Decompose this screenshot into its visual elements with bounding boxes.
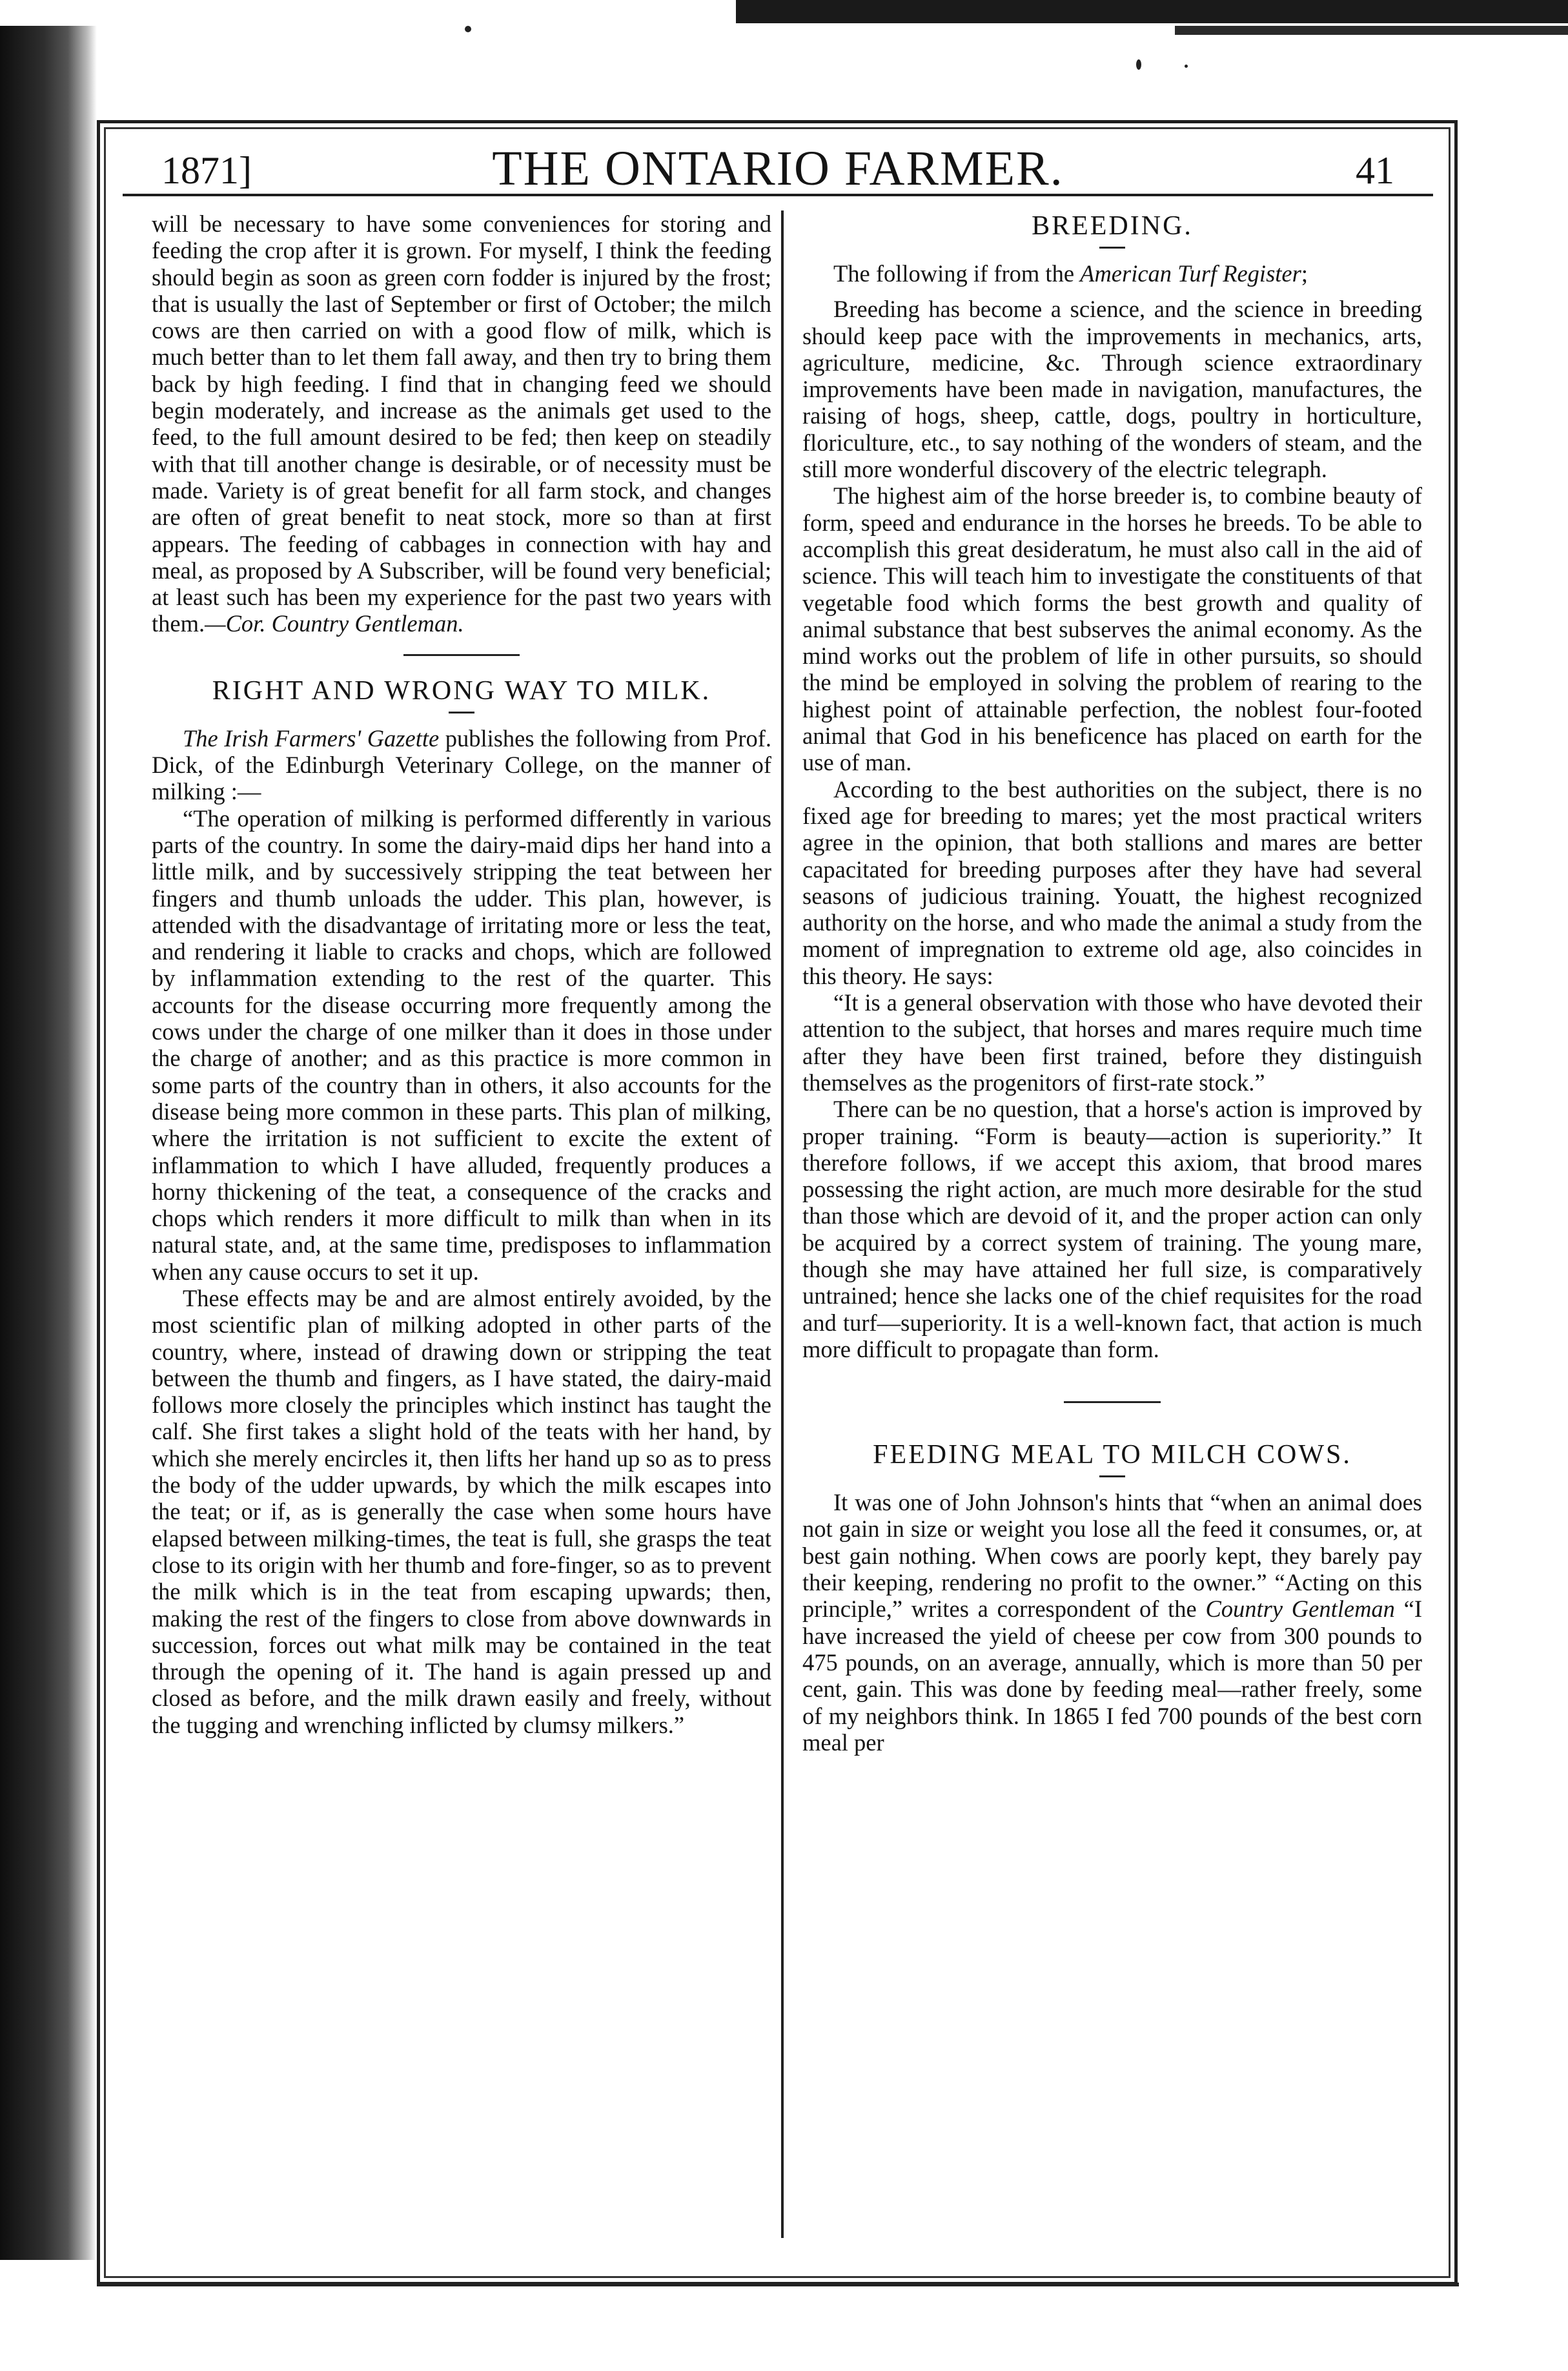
scan-edge-top-secondary [1175,26,1568,35]
breeding-intro-text: The following if from the [833,260,1081,287]
scan-speck [1185,65,1188,68]
breeding-paragraph-2: The highest aim of the horse breeder is, to combine beauty of form, speed and endurance in the horses he breeds. To be able to accomplish this great desideratum, he must also call in the aid of science. This will teach him to investigate the constituents of that vegetable food which forms the best growth and quality of animal substance that best subserves the animal economy. As the mind works out the problem of life in other pursuits, so should the mind be employed in solving the problem of rearing to the highest point of attainable perfection, the noblest four-footed animal that God in his beneficence has placed on earth for the use of man. [802,482,1422,776]
publication-title: THE ONTARIO FARMER. [492,141,1064,196]
milking-intro-source: The Irish Farmers' Gazette [183,724,440,752]
milking-intro [152,725,771,805]
breeding-intro [802,260,1422,287]
column-divider [781,210,784,2238]
heading-dash [1099,247,1125,249]
right-column [802,210,1422,2238]
article-continuation [152,210,771,637]
paragraph-spacer [802,287,1422,296]
milking-paragraph-1: “The operation of milking is performed differently in various parts of the country. In some the dairy-maid dips her hand into a little milk, and by successively stripping the teat between her fingers and thumb unloads the udder. This plan, however, is attended with the disadvantage of irritating more or less the teat, and rendering it liable to cracks and chops, which are followed by inflammation extending to the rest of the quarter. This accounts for the disease occurring more frequently among the cows under the charge of one milker than it does in those under the charge of another; and as this practice is more common in some parts of the country than in others, it also accounts for the disease being more common in these parts. This plan of milking, where the irritation is not sufficient to excite the extent of inflammation to which I have alluded, frequently produces a horny thickening of the teat, a consequence of the cracks and chops which renders it more difficult to milk than when in its natural state, and, at the same time, predisposes to inflammation when any cause occurs to set it up. [152,805,771,1285]
feeding-meal-paragraph [802,1489,1422,1756]
page-header [123,129,1433,196]
feeding-meal-text-b: “I have increased the yield of cheese per cow from 300 pounds to 475 pounds, on an average, annually, which is more than 50 per cent, gain. This was done by feeding meal—rather freely, some of my neighbors think. In 1865 I fed 700 pounds of the best corn meal per [802,1596,1422,1756]
feeding-meal-source: Country Gentleman [1205,1596,1395,1623]
breeding-intro-source: American Turf Register [1080,260,1301,287]
milking-paragraph-2: These effects may be and are almost entirely avoided, by the most scientific plan of milking adopted in other parts of the country, where, instead of drawing down or stripping the teat between the thumb and fingers, as I have stated, the dairy-maid follows more closely the principles which instinct has taught the calf. She first takes a slight hold of the teats with her hand, by which she merely encircles it, then lifts her hand up so as to press the body of the udder upwards, by which the milk escapes into the teat; or if, as is generally the case when some hours have elapsed between milking-times, the teat is full, she grasps the teat close to its origin with her thumb and fore-finger, so as to prevent the milk which is in the teat from escaping upwards; then, making the rest of the fingers to close from above downwards in succession, forces out what milk may be contained in the teat through the opening of it. The hand is again pressed up and closed as before, and the milk drawn easily and freely, without the tugging and wrenching inflicted by clumsy milkers.” [152,1284,771,1738]
section-rule [403,654,520,656]
page-bottom-rule [97,2283,1459,2286]
left-column [152,210,771,2238]
continuation-source: —Cor. Country Gentleman. [205,610,464,637]
milking-intro-text: publishes the following from Prof. Dick, of the Edinburgh Veterinary College, on the manner of milking :— [152,724,771,805]
scan-speck [465,26,471,32]
article-heading-milking: RIGHT AND WRONG WAY TO MILK. [212,675,711,706]
article-heading-feeding-meal: FEEDING MEAL TO MILCH COWS. [873,1440,1352,1470]
continuation-text: will be necessary to have some conveniences for storing and feeding the crop after it is grown. For myself, I think the feeding should begin as soon as green corn fodder is injured by the frost; that is usually the last of September or first of October; the milch cows are then carried on with a good flow of milk, which is much better than to let them fall away, and then try to bring them back by high feeding. I find that in changing feed we should begin moderately, and increase as the animals get used to the feed, to the full amount desired to be fed; then keep on steadily with that till another change is desirable, or of necessity must be made. Variety is of great benefit for all farm stock, and changes are often of great benefit to neat stock, more so than at first appears. The feeding of cabbages in connection with hay and meal, as proposed by A Subscriber, will be found very beneficial; at least such has been my experience for the past two years with them. [152,210,771,637]
scan-edge-top [736,0,1568,23]
header-year: 1871] [161,149,252,192]
scan-speck [1136,59,1141,70]
heading-dash [449,712,474,713]
breeding-intro-end: ; [1301,260,1308,287]
book-spine-shadow [0,26,97,2260]
breeding-paragraph-1: Breeding has become a science, and the science in breeding should keep pace with the improvements in mechanics, arts, agriculture, medicine, &c. Through science extraordinary improvements have been made in navigation, manufactures, the raising of hogs, sheep, cattle, dogs, poultry in horticulture, floriculture, etc., to say nothing of the wonders of steam, and the still more wonderful discovery of the electric telegraph. [802,296,1422,483]
heading-dash [1099,1475,1125,1477]
article-heading-breeding: BREEDING. [1032,211,1193,241]
feeding-meal-text-a: It was one of John Johnson's hints that “when an animal does not gain in size or weight you lose all the feed it consumes, or, at best gain nothing. When cows are poorly kept, they barely pay their keeping, rendering no profit to the owner.” “Acting on this principle,” writes a correspondent of the [802,1489,1422,1623]
breeding-quote: “It is a general observation with those who have devoted their attention to the subject, that horses and mares require much time after they have been first trained, before they distinguish themselves as the progenitors of first-rate stock.” [802,989,1422,1096]
section-rule [1064,1401,1161,1403]
breeding-paragraph-4: There can be no question, that a horse's action is improved by proper training. “Form is beauty—action is superiority.” It therefore follows, if we accept this axiom, that brood mares possessing the right action, are much more desirable for the stud than those which are devoid of it, and the proper action can only be acquired by a correct system of training. The young mare, though she may have attained her full size, is comparatively untrained; hence she lacks one of the chief requisites for the road and turf—superiority. It is a well-known fact, that action is much more difficult to propagate than form. [802,1096,1422,1362]
page-number: 41 [1356,149,1394,192]
breeding-paragraph-3: According to the best authorities on the subject, there is no fixed age for breeding to mares; yet the most practical writers agree in the opinion, that both stallions and mares are better capacitated for breeding purposes after they have had several seasons of judicious training. Youatt, the highest recognized authority on the horse, and who made the animal a study from the moment of impregnation to extreme old age, also coincides in this theory. He says: [802,775,1422,989]
